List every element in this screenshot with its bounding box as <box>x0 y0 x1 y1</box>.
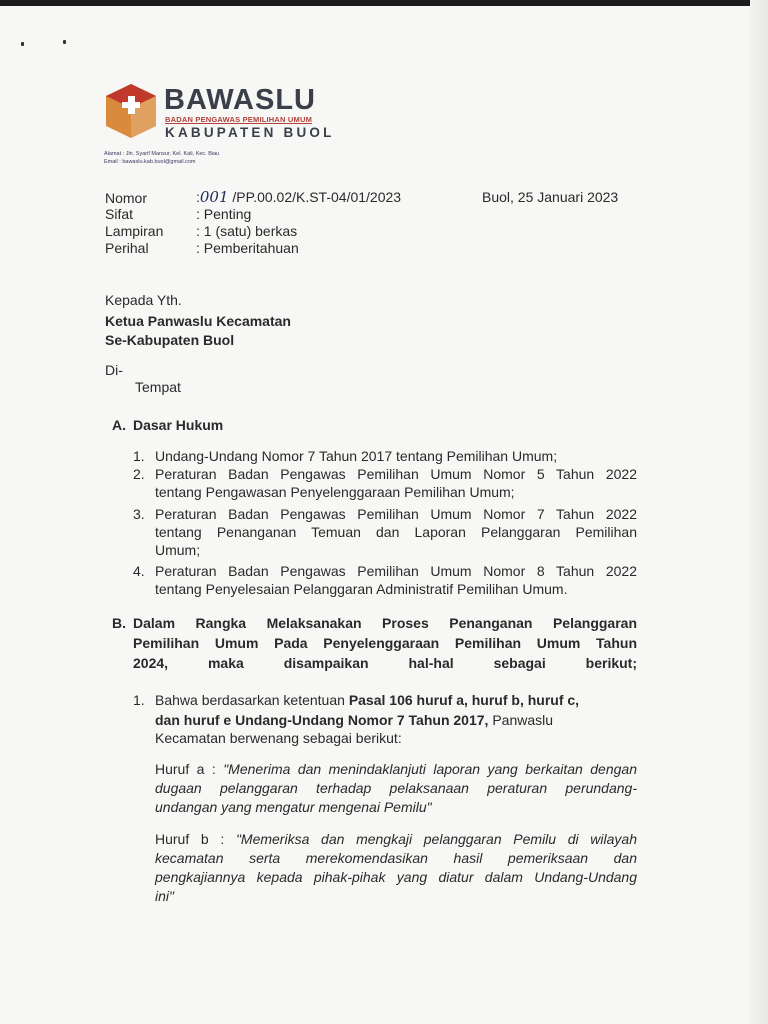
nomor-code: /PP.00.02/K.ST-04/01/2023 <box>232 189 402 205</box>
recipient-line-2: Se-Kabupaten Buol <box>105 332 235 348</box>
huruf-b-line: kecamatan serta merekomendasikan hasil pemeriksaan dan <box>155 850 637 866</box>
lampiran-label: Lampiran <box>105 223 164 239</box>
list-item-line: Peraturan Badan Pengawas Pemilihan Umum Nomor 5 Tahun 2022 <box>155 466 637 482</box>
section-b-heading-line: Pemilihan Umum Pada Penyelenggaraan Pemilihan Umum Tahun <box>133 635 637 651</box>
nomor-value: :001 /PP.00.02/K.ST-04/01/2023 <box>196 188 402 206</box>
list-item-number: 2. <box>133 466 145 482</box>
org-full-name: BADAN PENGAWAS PEMILIHAN UMUM <box>165 115 313 124</box>
lampiran-value: : 1 (satu) berkas <box>196 223 298 239</box>
sifat-label: Sifat <box>105 206 134 222</box>
section-b-heading-line: 2024, maka disampaikan hal-hal sebagai berikut; <box>133 655 637 671</box>
list-item-number: 1. <box>133 448 145 464</box>
address-line: Alamat : Jln. Syarif Mansur, Kel. Kali, Kec. Biau <box>104 151 220 157</box>
list-item-line: tentang Penanganan Temuan dan Laporan Pelanggaran Pemilihan <box>155 524 637 540</box>
list-item-line: tentang Penyelesaian Pelanggaran Administratif Pemilihan Umum. <box>155 581 568 597</box>
list-item-number: 3. <box>133 506 145 522</box>
list-item-line <box>155 711 637 729</box>
huruf-b-line: ini" <box>155 888 174 904</box>
huruf-b-line <box>155 830 637 848</box>
huruf-a-label: Huruf a : <box>155 761 224 777</box>
huruf-b-label: Huruf b : <box>155 831 236 847</box>
recipient-greeting: Kepada Yth. <box>105 292 182 308</box>
text-run-bold: Pasal 106 huruf a, huruf b, huruf c, <box>348 692 580 708</box>
recipient-line-1: Ketua Panwaslu Kecamatan <box>105 313 291 329</box>
list-item-line <box>155 691 637 709</box>
list-item-line: tentang Pengawasan Penyelenggaraan Pemilihan Umum; <box>155 484 515 500</box>
perihal-label: Perihal <box>105 240 149 256</box>
email-line: Email : bawaslu.kab.buol@gmail.com <box>104 159 196 165</box>
huruf-a-line: undangan yang mengatur mengenai Pemilu" <box>155 799 432 815</box>
perihal-value: : Pemberitahuan <box>196 240 299 256</box>
huruf-a-line: dugaan pelanggaran terhadap pelaksanaan peraturan perundang- <box>155 780 637 796</box>
regency-name: KABUPATEN BUOL <box>165 125 335 140</box>
list-item-line: Umum; <box>155 542 201 558</box>
section-a-marker: A. <box>112 417 126 433</box>
list-item-line: Peraturan Badan Pengawas Pemilihan Umum Nomor 8 Tahun 2022 <box>155 563 637 579</box>
org-name: BAWASLU <box>164 84 316 116</box>
list-item-number: 1. <box>133 692 145 708</box>
scan-speck <box>63 40 66 44</box>
list-item: Undang-Undang Nomor 7 Tahun 2017 tentang Pemilihan Umum; <box>155 448 558 464</box>
text-run-bold: dan huruf e Undang-Undang Nomor 7 Tahun 2017, <box>155 712 489 728</box>
list-item-line: Kecamatan berwenang sebagai berikut: <box>155 730 402 746</box>
huruf-b-line: pengkajiannya kepada pihak-pihak yang diatur dalam Undang-Undang <box>155 869 637 885</box>
letter-date: Buol, 25 Januari 2023 <box>482 189 619 205</box>
list-item-number: 4. <box>133 563 145 579</box>
section-a-title: Dasar Hukum <box>133 417 224 433</box>
recipient-di: Di- <box>105 362 123 378</box>
text-run: Panwaslu <box>488 712 554 728</box>
sifat-value: : Penting <box>196 206 252 222</box>
huruf-a-quote: "Menerima dan menindaklanjuti laporan yang berkaitan dengan <box>223 761 637 777</box>
handwritten-number: 001 <box>199 188 229 206</box>
nomor-label: Nomor <box>105 190 148 206</box>
huruf-b-quote: "Memeriksa dan mengkaji pelanggaran Pemilu di wilayah <box>235 831 637 847</box>
list-item-line: Peraturan Badan Pengawas Pemilihan Umum Nomor 7 Tahun 2022 <box>155 506 637 522</box>
section-b-heading-line: Dalam Rangka Melaksanakan Proses Penanganan Pelanggaran <box>133 615 637 631</box>
scan-speck <box>21 42 24 46</box>
text-run: Bahwa berdasarkan ketentuan <box>155 692 349 708</box>
recipient-tempat: Tempat <box>135 379 181 395</box>
bawaslu-logo-icon <box>104 82 158 140</box>
huruf-a-line <box>155 760 637 778</box>
section-b-marker: B. <box>112 615 126 631</box>
scan-right-edge <box>750 0 768 1024</box>
